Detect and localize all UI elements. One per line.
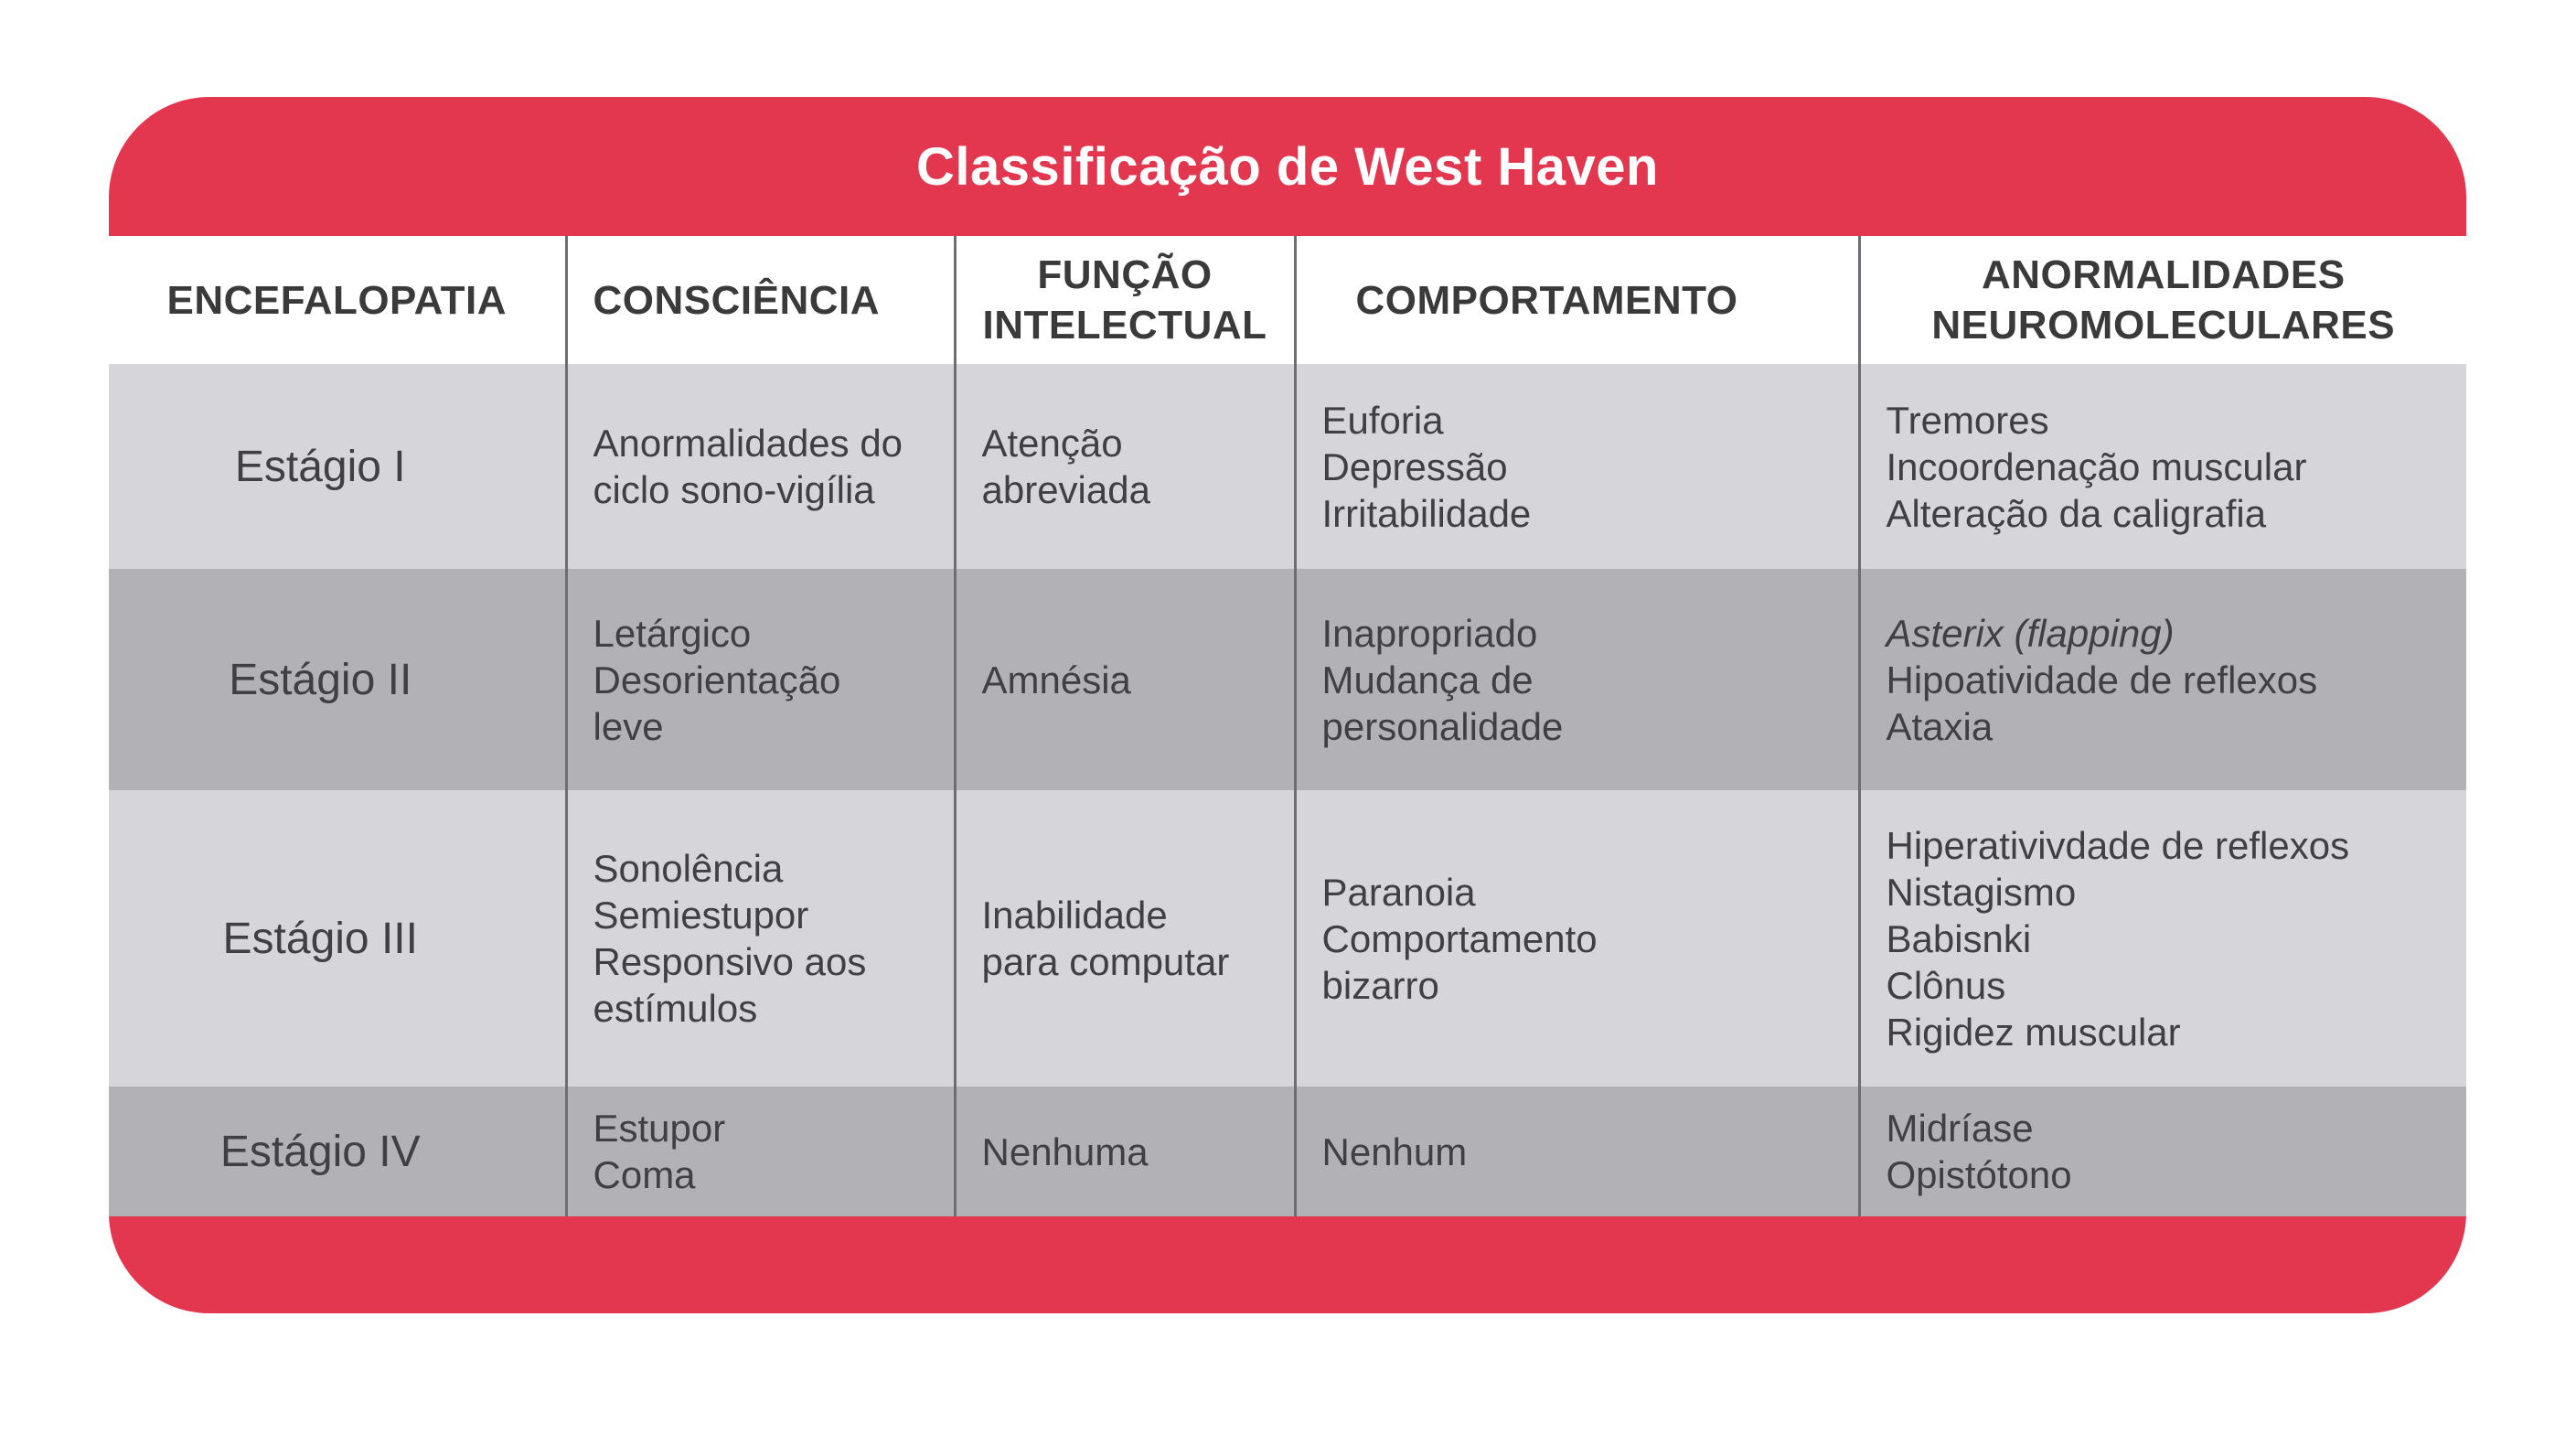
cell-line: Desorientação [593, 658, 841, 701]
anormalidades-cell [1859, 569, 2466, 790]
table-row-estagio-4 [109, 1087, 2466, 1216]
comportamento-cell [1295, 364, 1859, 569]
cell-line: personalidade [1321, 704, 1564, 748]
header-anormalidades-line: ANORMALIDADES [1981, 252, 2346, 297]
cell-line: Inabilidade [981, 894, 1168, 937]
cell-line: Euforia [1321, 398, 1444, 442]
comportamento-cell [1295, 790, 1859, 1087]
consciencia-cell [566, 790, 955, 1087]
cell-line-italic: Asterix (flapping) [1886, 611, 2175, 655]
stage-cell: Estágio III [109, 790, 566, 1087]
header-anormalidades-line: NEUROMOLECULARES [1931, 303, 2396, 348]
consciencia-cell [566, 1087, 955, 1216]
stage-cell: Estágio II [109, 569, 566, 790]
cell-line: Mudança de [1321, 658, 1534, 701]
funcao-cell [955, 364, 1295, 569]
header-encefalopatia: ENCEFALOPATIA [109, 236, 566, 364]
cell-line: Nenhum [1321, 1129, 1468, 1173]
cell-line: Nistagismo [1886, 870, 2077, 914]
cell-line: Clônus [1886, 963, 2006, 1007]
cell-line: Nenhuma [981, 1129, 1149, 1173]
table-row-estagio-2 [109, 569, 2466, 790]
consciencia-cell [566, 569, 955, 790]
cell-line: Alteração da caligrafia [1886, 491, 2267, 535]
cell-line: Hipoatividade de reflexos [1886, 658, 2318, 701]
cell-line: Amnésia [981, 658, 1131, 701]
cell-line: leve [593, 704, 664, 748]
header-anormalidades [1859, 236, 2466, 364]
cell-line: ciclo sono-vigília [593, 468, 875, 511]
header-funcao-line: FUNÇÃO [1037, 252, 1213, 297]
cell-line: Coma [593, 1153, 696, 1196]
cell-line: Opistótono [1886, 1153, 2072, 1196]
cell-line: Depressão [1321, 444, 1508, 488]
cell-line: Incoordenação muscular [1886, 444, 2307, 488]
anormalidades-cell [1859, 790, 2466, 1087]
funcao-cell [955, 1087, 1295, 1216]
cell-line: estímulos [593, 987, 758, 1030]
header-funcao-intelectual [955, 236, 1295, 364]
cell-line: Inapropriado [1321, 611, 1538, 655]
cell-line: Ataxia [1886, 704, 1993, 748]
stage-cell: Estágio IV [109, 1087, 566, 1216]
cell-line: Responsivo aos [593, 940, 867, 983]
header-row [109, 236, 2466, 364]
consciencia-cell [566, 364, 955, 569]
funcao-cell [955, 569, 1295, 790]
anormalidades-cell [1859, 364, 2466, 569]
cell-line: Sonolência [593, 847, 784, 890]
cell-line: Tremores [1886, 398, 2049, 442]
cell-line: Semiestupor [593, 894, 809, 937]
cell-line: Anormalidades do [593, 422, 903, 465]
comportamento-cell [1295, 1087, 1859, 1216]
table-row-estagio-1 [109, 364, 2466, 569]
stage-cell: Estágio I [109, 364, 566, 569]
anormalidades-cell [1859, 1087, 2466, 1216]
header-consciencia: CONSCIÊNCIA [566, 236, 955, 364]
cell-line: Midríase [1886, 1107, 2034, 1150]
funcao-cell [955, 790, 1295, 1087]
header-comportamento: COMPORTAMENTO [1295, 236, 1859, 364]
cell-line: bizarro [1321, 963, 1439, 1007]
table-row-estagio-3 [109, 790, 2466, 1087]
cell-line: Paranoia [1321, 870, 1476, 914]
west-haven-table [109, 236, 2466, 1216]
cell-line: Atenção [981, 422, 1123, 465]
cell-line: abreviada [981, 468, 1150, 511]
cell-line: Hiperativivdade de reflexos [1886, 823, 2350, 867]
cell-line: Estupor [593, 1107, 726, 1150]
cell-line: para computar [981, 940, 1230, 983]
west-haven-card [109, 97, 2466, 1313]
cell-line: Babisnki [1886, 916, 2032, 960]
cell-line: Irritabilidade [1321, 491, 1532, 535]
cell-line: Rigidez muscular [1886, 1010, 2181, 1054]
cell-line: Letárgico [593, 611, 752, 655]
header-funcao-line: INTELECTUAL [982, 303, 1267, 348]
comportamento-cell [1295, 569, 1859, 790]
table-title: Classificação de West Haven [916, 136, 1659, 197]
cell-line: Comportamento [1321, 916, 1598, 960]
